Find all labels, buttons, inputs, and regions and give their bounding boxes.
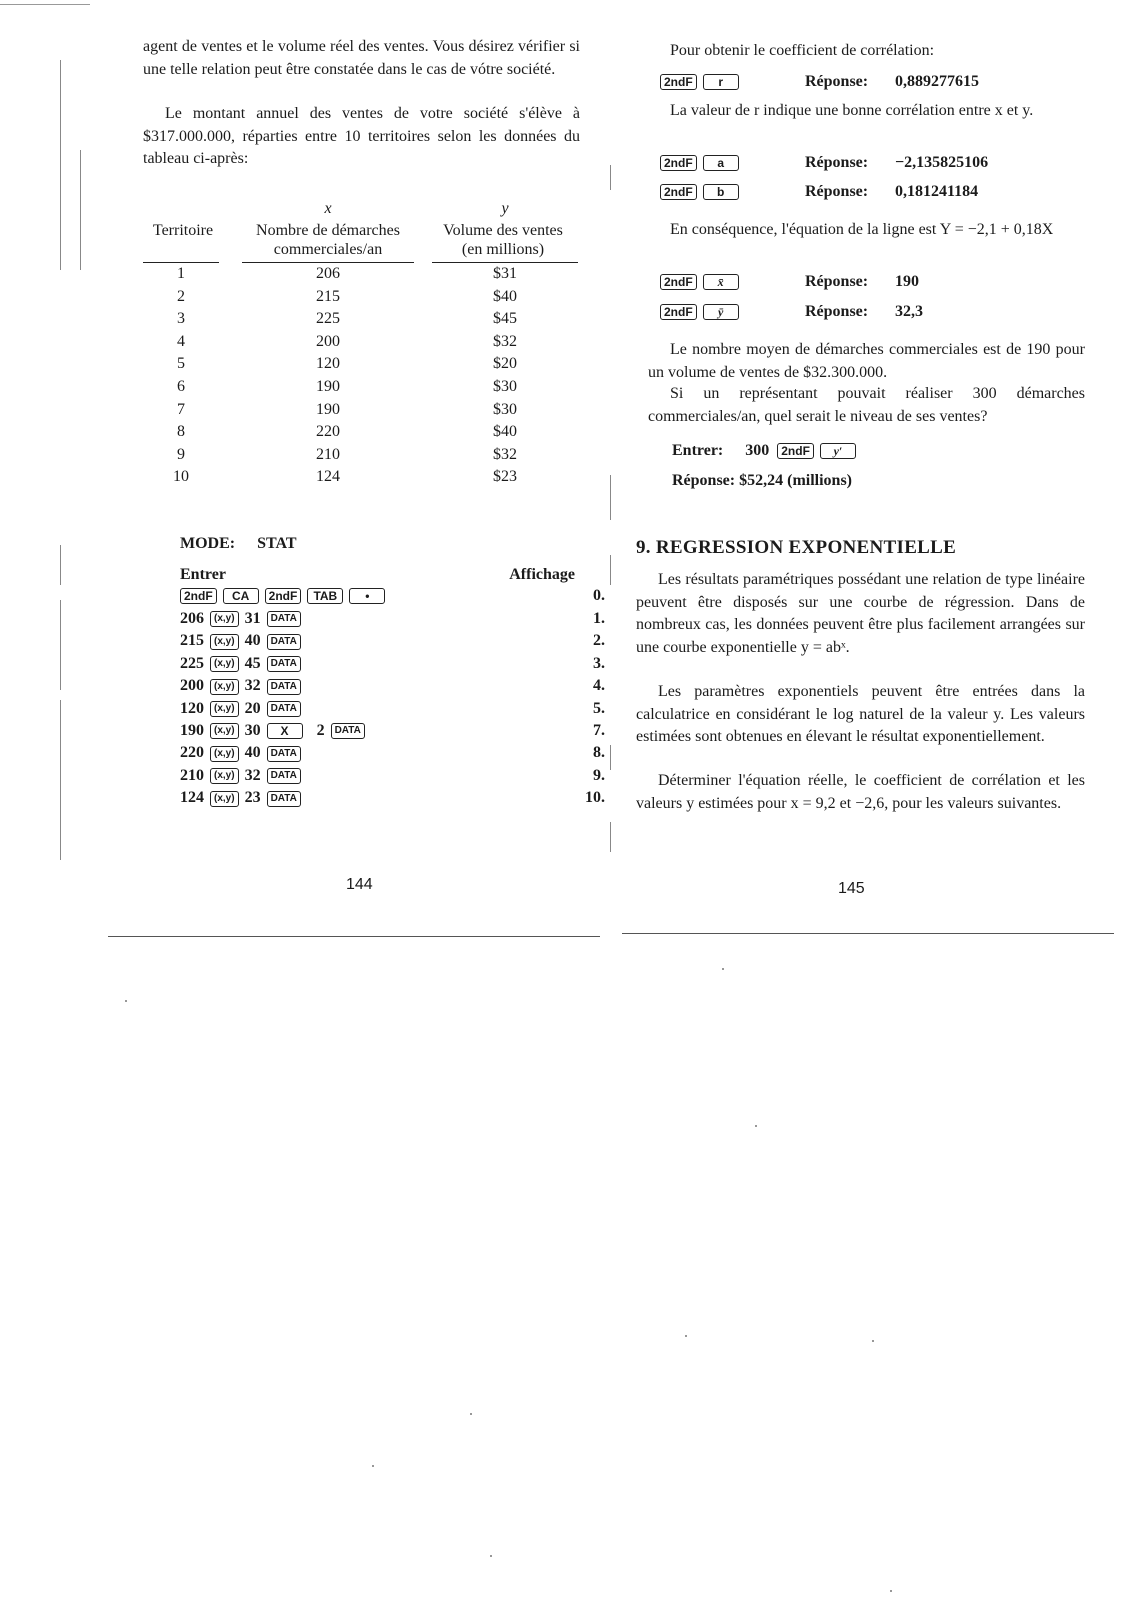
- display-value: 4.: [593, 677, 605, 695]
- ventes-cell: $32: [493, 332, 517, 350]
- y-entry: 30: [244, 722, 261, 739]
- scan-speck: [490, 1555, 492, 1557]
- key-2ndf[interactable]: 2ndF: [265, 588, 302, 604]
- key-2ndf[interactable]: 2ndF: [180, 588, 217, 604]
- x-entry: 220: [180, 744, 204, 762]
- key-xy[interactable]: (x,y): [210, 701, 239, 717]
- entrer-value: 300: [745, 442, 770, 459]
- key-data[interactable]: DATA: [267, 701, 301, 717]
- entrer-label: Entrer:: [672, 442, 724, 459]
- demarches-cell: 190: [316, 400, 340, 418]
- y-entry: 40: [244, 744, 261, 762]
- y-entry: 23: [244, 789, 261, 807]
- ventes-cell: $32: [493, 445, 517, 463]
- equation-text: En conséquence, l'équation de la ligne est Y = −2,1 + 0,18X: [670, 221, 1054, 238]
- keystroke-row: [180, 607, 605, 630]
- display-value: 9.: [593, 766, 605, 784]
- b-value: 0,181241184: [895, 183, 979, 200]
- key-xy[interactable]: (x,y): [210, 656, 239, 672]
- demarches-cell: 120: [316, 355, 340, 373]
- y-entry: 31: [244, 610, 261, 627]
- territoire-cell: 9: [177, 445, 185, 463]
- x-entry: 124: [180, 789, 204, 807]
- ybar-value: 32,3: [895, 303, 923, 320]
- para-si: Si un représentant pouvait réaliser 300 démarches commerciales/an, quel serait le niveau de ses ventes?: [648, 385, 1085, 425]
- key-data[interactable]: DATA: [267, 656, 301, 672]
- key-data[interactable]: DATA: [267, 634, 301, 650]
- display-value: 1.: [593, 610, 605, 627]
- territoire-cell: 10: [173, 468, 189, 486]
- display-value: 10.: [585, 789, 605, 807]
- key-data[interactable]: DATA: [331, 723, 365, 739]
- bottom-rule-right: [622, 933, 1114, 934]
- result-ybar: [660, 299, 1080, 325]
- reponse-label: Réponse:: [805, 73, 869, 90]
- keystroke-row: [180, 652, 605, 675]
- ventes-cell: $31: [493, 265, 517, 282]
- display-value: 5.: [593, 699, 605, 717]
- scan-speck: [890, 1590, 892, 1592]
- territoire-cell: 4: [177, 332, 185, 350]
- page-number-left: 144: [346, 876, 373, 893]
- ventes-cell: $30: [493, 400, 517, 418]
- ventes-cell: $40: [493, 287, 517, 305]
- key-2ndf[interactable]: 2ndF: [660, 184, 697, 200]
- keystroke-row: [180, 629, 605, 652]
- territoire-cell: 2: [177, 287, 185, 305]
- territoire-cell: 8: [177, 423, 185, 441]
- scan-speck: [685, 1335, 687, 1337]
- keystroke-row: [180, 741, 605, 764]
- demarches-cell: 225: [316, 310, 340, 328]
- territoire-cell: 7: [177, 400, 185, 418]
- ventes-cell: $45: [493, 310, 517, 328]
- x-entry: 120: [180, 699, 204, 717]
- y-entry: 45: [244, 654, 261, 672]
- key-data[interactable]: DATA: [267, 611, 301, 627]
- col-demarches-header-2: commerciales/an: [273, 241, 383, 258]
- demarches-cell: 215: [316, 287, 340, 305]
- x-entry: 225: [180, 654, 204, 672]
- table-row: [143, 375, 580, 398]
- scan-speck: [372, 1465, 374, 1467]
- table-row: [143, 307, 580, 330]
- table-row: [143, 352, 580, 375]
- demarches-cell: 124: [316, 468, 340, 486]
- key-xy[interactable]: (x,y): [210, 723, 239, 739]
- territoire-cell: 1: [177, 265, 185, 282]
- keystroke-row-init: [180, 584, 605, 607]
- ventes-cell: $23: [493, 468, 517, 486]
- territoire-cell: 6: [177, 378, 185, 395]
- key-ca[interactable]: CA: [223, 588, 259, 604]
- x-variable: x: [324, 200, 332, 217]
- mode-label: [180, 535, 297, 553]
- key-r[interactable]: r: [703, 74, 739, 90]
- display-value: 2.: [593, 632, 605, 650]
- col-demarches-header-1: Nombre de démarches: [256, 222, 400, 239]
- x-entry: 200: [180, 677, 204, 695]
- key-yprime[interactable]: y′: [820, 443, 856, 459]
- key-2ndf[interactable]: 2ndF: [777, 443, 814, 459]
- key-2ndf[interactable]: 2ndF: [660, 304, 697, 320]
- y-entry: 32: [244, 766, 261, 784]
- key-xy[interactable]: (x,y): [210, 768, 239, 784]
- scan-speck: [125, 1000, 127, 1002]
- table-row: [143, 465, 580, 488]
- top-rule-left: [0, 4, 90, 5]
- section-para-2: Les paramètres exponentiels peuvent être entrées dans la calculatrice en considérant le log naturel de la valeur y. Les valeurs estimées sont obtenues en élevant le résultat exponentiellement.: [636, 683, 1085, 745]
- margin-mark: [80, 150, 81, 270]
- affichage-header: Affichage: [509, 566, 575, 583]
- table-row: [143, 285, 580, 308]
- display-value: 7.: [593, 722, 605, 739]
- scan-speck: [755, 1125, 757, 1127]
- key-xy[interactable]: (x,y): [210, 611, 239, 627]
- keystroke-row: [180, 764, 605, 787]
- demarches-cell: 206: [316, 265, 340, 282]
- territoire-cell: 5: [177, 355, 185, 373]
- margin-mark: [60, 545, 61, 585]
- entrer-header: Entrer: [180, 566, 226, 583]
- key-data[interactable]: DATA: [267, 791, 301, 807]
- left-para-2: Le montant annuel des ventes de votre société s'élève à $317.000.000, réparties entre 10 territoires selon les données du tableau ci-après:: [143, 105, 580, 167]
- xbar-value: 190: [895, 273, 919, 290]
- demarches-cell: 210: [316, 445, 340, 463]
- demarches-cell: 190: [316, 378, 340, 395]
- reponse-label: Réponse:: [805, 154, 869, 171]
- margin-mark: [60, 700, 61, 860]
- display-value: 0.: [593, 587, 605, 604]
- page-number-right: 145: [838, 880, 865, 897]
- mult-entry: 2: [316, 722, 325, 739]
- keystroke-row: [180, 786, 605, 809]
- gutter-mark: [610, 745, 611, 770]
- table-row: [143, 398, 580, 421]
- entrer-row: [672, 438, 1072, 464]
- margin-mark: [60, 60, 61, 270]
- margin-mark: [60, 600, 61, 690]
- gutter-mark: [610, 165, 611, 190]
- key-data[interactable]: DATA: [267, 679, 301, 695]
- ventes-cell: $20: [493, 355, 517, 373]
- section-title: 9. REGRESSION EXPONENTIELLE: [636, 537, 957, 558]
- display-value: 8.: [593, 744, 605, 762]
- table-row: [143, 420, 580, 443]
- demarches-cell: 220: [316, 423, 340, 441]
- demarches-cell: 200: [316, 332, 340, 350]
- key-times[interactable]: X: [267, 723, 303, 739]
- keystroke-row: [180, 674, 605, 697]
- reponse-label: Réponse:: [805, 303, 869, 320]
- reponse-final: Réponse: $52,24 (millions): [672, 472, 852, 489]
- x-entry: 190: [180, 722, 204, 739]
- table-row: [143, 443, 580, 466]
- gutter-mark: [610, 555, 611, 585]
- y-variable: y: [501, 200, 509, 217]
- key-2ndf[interactable]: 2ndF: [660, 155, 697, 171]
- x-entry: 210: [180, 766, 204, 784]
- key-data[interactable]: DATA: [267, 746, 301, 762]
- col-ventes-header-1: Volume des ventes: [443, 222, 563, 239]
- scan-speck: [722, 968, 724, 970]
- col-ventes-header-2: (en millions): [461, 241, 545, 258]
- section-para-3: Déterminer l'équation réelle, le coefficient de corrélation et les valeurs y estimées pour x = 9,2 et −2,6, pour les valeurs suivantes.: [636, 772, 1085, 812]
- y-entry: 40: [244, 632, 261, 650]
- key-ybar[interactable]: ȳ: [703, 304, 739, 320]
- y-entry: 20: [244, 699, 261, 717]
- key-xbar[interactable]: x̄: [703, 274, 739, 290]
- key-b[interactable]: b: [703, 184, 739, 200]
- key-2ndf[interactable]: 2ndF: [660, 74, 697, 90]
- key-xy[interactable]: (x,y): [210, 634, 239, 650]
- table-row: [143, 330, 580, 353]
- x-entry: 206: [180, 610, 204, 627]
- scan-speck: [872, 1340, 874, 1342]
- gutter-mark: [610, 822, 611, 852]
- ventes-cell: $40: [493, 423, 517, 441]
- col-territoire-header: Territoire: [152, 222, 214, 239]
- gutter-mark: [610, 475, 611, 520]
- mode-key: MODE:: [180, 535, 236, 552]
- corr-intro: Pour obtenir le coefficient de corrélation:: [670, 42, 935, 59]
- display-value: 3.: [593, 654, 605, 672]
- left-para-1: agent de ventes et le volume réel des ventes. Vous désirez vérifier si une telle relation peut être constatée dans le cas de vótre société.: [143, 38, 580, 78]
- section-para-1: Les résultats paramétriques possédant une relation de type linéaire peuvent être disposés sur une courbe de régression. Dans de nombreux cas, les données peuvent être plus facilement arrangées sur une courbe exponentielle y = abˣ.: [636, 571, 1085, 656]
- keystroke-row: [180, 719, 605, 742]
- key-xy[interactable]: (x,y): [210, 679, 239, 695]
- result-a: [660, 150, 1080, 176]
- key-tab[interactable]: TAB: [307, 588, 343, 604]
- bottom-rule-left: [108, 936, 600, 937]
- territoire-cell: 3: [177, 310, 185, 328]
- key-point[interactable]: •: [349, 588, 385, 604]
- key-a[interactable]: a: [703, 155, 739, 171]
- para-moyen: Le nombre moyen de démarches commerciales est de 190 pour un volume de ventes de $32.300.000.: [648, 341, 1085, 381]
- key-2ndf[interactable]: 2ndF: [660, 274, 697, 290]
- result-b: [660, 179, 1080, 205]
- a-value: −2,135825106: [895, 154, 989, 171]
- key-xy[interactable]: (x,y): [210, 746, 239, 762]
- y-entry: 32: [244, 677, 261, 695]
- r-comment: La valeur de r indique une bonne corrélation entre x et y.: [670, 102, 1034, 119]
- x-entry: 215: [180, 632, 204, 650]
- reponse-label: Réponse:: [805, 273, 869, 290]
- result-xbar: [660, 269, 1080, 295]
- r-value: 0,889277615: [895, 73, 979, 90]
- key-xy[interactable]: (x,y): [210, 791, 239, 807]
- ventes-cell: $30: [493, 378, 517, 395]
- keystroke-row: [180, 697, 605, 720]
- scan-speck: [470, 1413, 472, 1415]
- result-r: [660, 69, 1080, 95]
- key-data[interactable]: DATA: [267, 768, 301, 784]
- table-row: [143, 262, 580, 285]
- mode-value: STAT: [257, 535, 297, 552]
- reponse-label: Réponse:: [805, 183, 869, 200]
